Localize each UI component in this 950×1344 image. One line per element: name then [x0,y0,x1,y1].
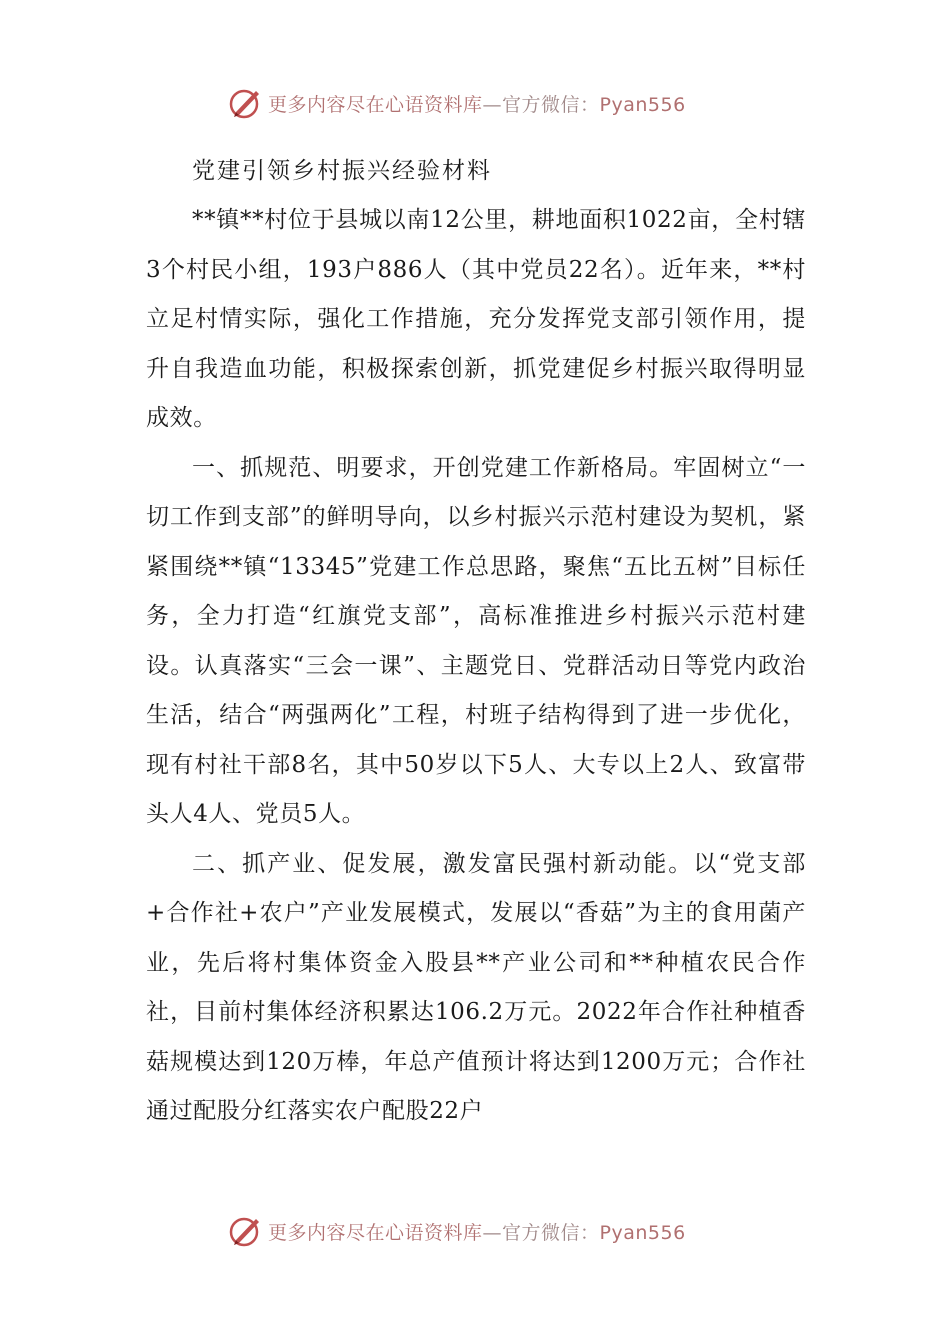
pen-logo-icon [228,1213,264,1249]
watermark-wechat-id: Pyan556 [599,93,686,116]
watermark-wechat-label: 官方微信： [502,93,600,116]
watermark-wechat-id: Pyan556 [599,1221,686,1244]
document-title: 党建引领乡村振兴经验材料 [192,158,492,184]
watermark-dash: — [482,1221,503,1244]
watermark-site: 更多内容尽在心语资料库 [268,93,483,116]
watermark-wechat-label: 官方微信： [502,1221,600,1244]
paragraph-section-2: 二、抓产业、促发展，激发富民强村新动能。以“党支部+合作社+农户”产业发展模式，发展以“香菇”为主的食用菌产业，先后将村集体资金入股县**产业公司和**种植农民合作社，目前村集体经济积累达106.2万元。2022年合作社种植香菇规模达到120万棒，年总产值预计将达到1200万元；合作社通过配股分红落实农户配股22户 [146,850,806,1124]
watermark-footer [228,1211,686,1251]
document-body [146,147,806,1137]
paragraph-section-1: 一、抓规范、明要求，开创党建工作新格局。牢固树立“一切工作到支部”的鲜明导向，以乡村振兴示范村建设为契机，紧紧围绕**镇“13345”党建工作总思路，聚焦“五比五树”目标任务，全力打造“红旗党支部”，高标准推进乡村振兴示范村建设。认真落实“三会一课”、主题党日、党群活动日等党内政治生活，结合“两强两化”工程，村班子结构得到了进一步优化，现有村社干部8名，其中50岁以下5人、大专以上2人、致富带头人4人、党员5人。 [146,454,806,827]
watermark-text [268,90,686,117]
watermark-site: 更多内容尽在心语资料库 [268,1221,483,1244]
pen-logo-icon [228,85,264,121]
watermark-header [228,83,686,123]
watermark-text [268,1218,686,1245]
watermark-dash: — [482,93,503,116]
paragraph-intro: **镇**村位于县城以南12公里，耕地面积1022亩，全村辖3个村民小组，193户886人（其中党员22名）。近年来，**村立足村情实际，强化工作措施，充分发挥党支部引领作用，提升自我造血功能，积极探索创新，抓党建促乡村振兴取得明显成效。 [146,207,806,431]
